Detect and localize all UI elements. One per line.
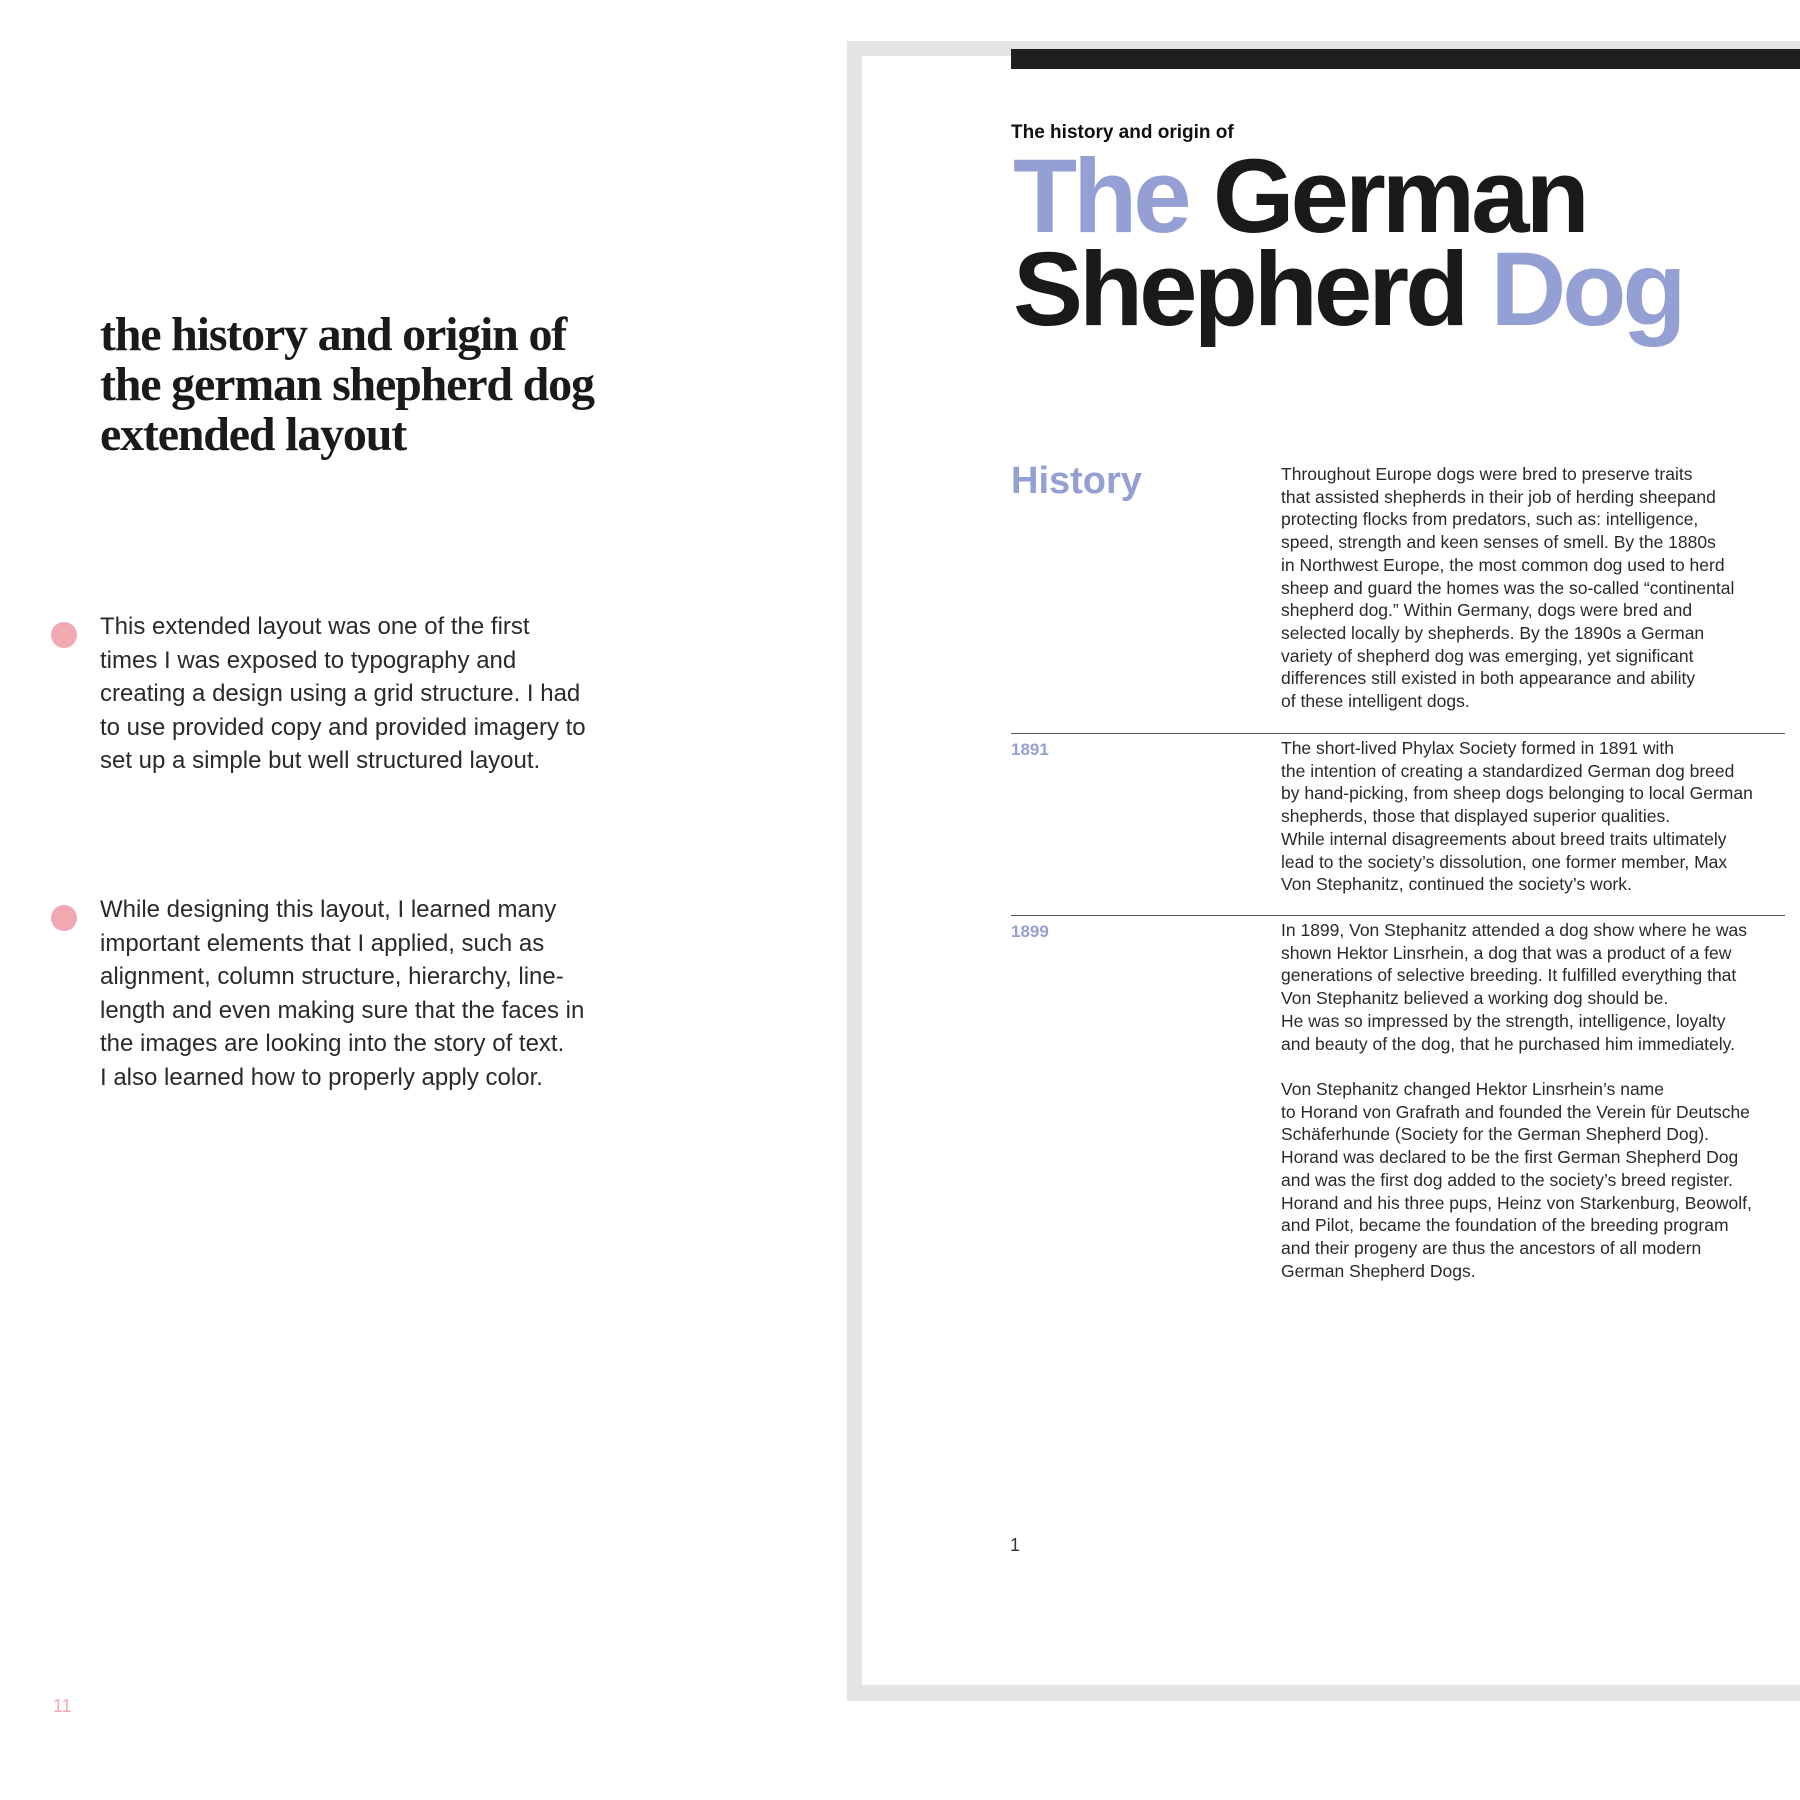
bullet-line: times I was exposed to typography and <box>100 646 517 674</box>
title-accent-word: The <box>1013 138 1188 255</box>
paragraph-line: In 1899, Von Stephanitz attended a dog show where he was <box>1281 920 1748 940</box>
divider-rule <box>1011 915 1785 916</box>
heading-line: the history and origin of <box>100 308 567 361</box>
bullet-dot-icon <box>51 622 77 648</box>
year-label-1891: 1891 <box>1011 740 1049 759</box>
header-bar <box>1011 49 1800 69</box>
paragraph-line: selected locally by shepherds. By the 1890s a German <box>1281 622 1705 643</box>
page-number-right: 1 <box>1010 1535 1021 1555</box>
paragraph-line: sheep and guard the homes was the so-called “continental <box>1281 577 1735 598</box>
article-title-line-2 <box>1013 231 1683 348</box>
paragraph-line: Horand and his three pups, Heinz von Starkenburg, Beowolf, <box>1281 1192 1752 1213</box>
paragraph-line: shepherds, those that displayed superior qualities. <box>1281 806 1671 827</box>
paragraph-line: shown Hektor Linsrhein, a dog that was a product of a few <box>1281 942 1732 963</box>
bullet-line: creating a design using a grid structure. I had <box>100 680 581 707</box>
paragraph-line: generations of selective breeding. It fulfilled everything that <box>1281 965 1737 986</box>
heading-line: the german shepherd dog <box>100 358 594 411</box>
paragraph-line: speed, strength and keen senses of smell. By the 1880s <box>1281 532 1716 553</box>
bullet-line: While designing this layout, I learned many <box>100 896 557 923</box>
article-kicker: The history and origin of <box>1011 122 1234 143</box>
bullet-line: the images are looking into the story of text. <box>100 1030 565 1057</box>
paragraph-line: in Northwest Europe, the most common dog used to herd <box>1281 554 1725 575</box>
paragraph-line: German Shepherd Dogs. <box>1281 1260 1476 1281</box>
paragraph-line: to Horand von Grafrath and founded the Verein für Deutsche <box>1281 1101 1750 1122</box>
paragraph-line: The short-lived Phylax Society formed in 1891 with <box>1281 738 1674 758</box>
paragraph-line: the intention of creating a standardized German dog breed <box>1281 760 1735 781</box>
paragraph-line: Horand was declared to be the first German Shepherd Dog <box>1281 1147 1739 1168</box>
title-word: German <box>1212 138 1586 255</box>
heading-line: extended layout <box>100 408 407 461</box>
history-paragraph <box>1281 463 1791 713</box>
paragraph-line: Throughout Europe dogs were bred to preserve traits <box>1281 464 1693 484</box>
page-number-left: 11 <box>53 1696 72 1716</box>
bullet-dot-icon <box>51 905 77 931</box>
paragraph-line: variety of shepherd dog was emerging, yet significant <box>1281 645 1694 666</box>
description-bullet <box>48 610 628 778</box>
bullet-text <box>100 610 628 778</box>
bullet-line: set up a simple but well structured layout. <box>100 747 541 774</box>
learning-bullet <box>48 893 628 1094</box>
paragraph-line: differences still existed in both appearance and ability <box>1281 668 1696 689</box>
entry-paragraph-1899 <box>1281 919 1791 1055</box>
paragraph-line: and Pilot, became the foundation of the breeding program <box>1281 1215 1729 1236</box>
paragraph-line: lead to the society’s dissolution, one former member, Max <box>1281 851 1728 872</box>
section-title-history: History <box>1011 460 1142 502</box>
paragraph-line: and was the first dog added to the society’s breed register. <box>1281 1169 1734 1190</box>
paragraph-line: He was so impressed by the strength, intelligence, loyalty <box>1281 1010 1726 1031</box>
entry-paragraph-1891 <box>1281 737 1791 896</box>
title-word: Shepherd <box>1013 231 1466 348</box>
paragraph-line: Von Stephanitz believed a working dog should be. <box>1281 988 1669 1009</box>
bullet-line: to use provided copy and provided imagery to <box>100 713 586 741</box>
portfolio-heading <box>100 310 660 460</box>
paragraph-line: and their progeny are thus the ancestors of all modern <box>1281 1237 1702 1258</box>
paragraph-line: While internal disagreements about breed traits ultimately <box>1281 828 1727 849</box>
bullet-line: This extended layout was one of the first <box>100 613 530 640</box>
paragraph-line: of these intelligent dogs. <box>1281 691 1470 712</box>
bullet-line: length and even making sure that the faces in <box>100 996 585 1024</box>
paragraph-line: Schäferhunde (Society for the German Shepherd Dog). <box>1281 1124 1710 1145</box>
paragraph-line: protecting flocks from predators, such as: intelligence, <box>1281 509 1699 530</box>
paragraph-line: shepherd dog.” Within Germany, dogs were bred and <box>1281 600 1693 621</box>
divider-rule <box>1011 733 1785 734</box>
bullet-line: I also learned how to properly apply color. <box>100 1063 543 1091</box>
title-accent-word: Dog <box>1490 231 1683 348</box>
paragraph-line: Von Stephanitz changed Hektor Linsrhein’s name <box>1281 1079 1664 1099</box>
entry-paragraph-1899-continued <box>1281 1078 1791 1282</box>
bullet-line: alignment, column structure, hierarchy, line- <box>100 963 564 990</box>
paragraph-line: that assisted shepherds in their job of herding sheepand <box>1281 486 1716 507</box>
year-label-1899: 1899 <box>1011 922 1049 941</box>
bullet-text <box>100 893 628 1094</box>
paragraph-line: by hand-picking, from sheep dogs belonging to local German <box>1281 783 1753 804</box>
bullet-line: important elements that I applied, such as <box>100 929 545 957</box>
paragraph-line: Von Stephanitz, continued the society’s work. <box>1281 874 1632 895</box>
paragraph-line: and beauty of the dog, that he purchased him immediately. <box>1281 1033 1735 1054</box>
